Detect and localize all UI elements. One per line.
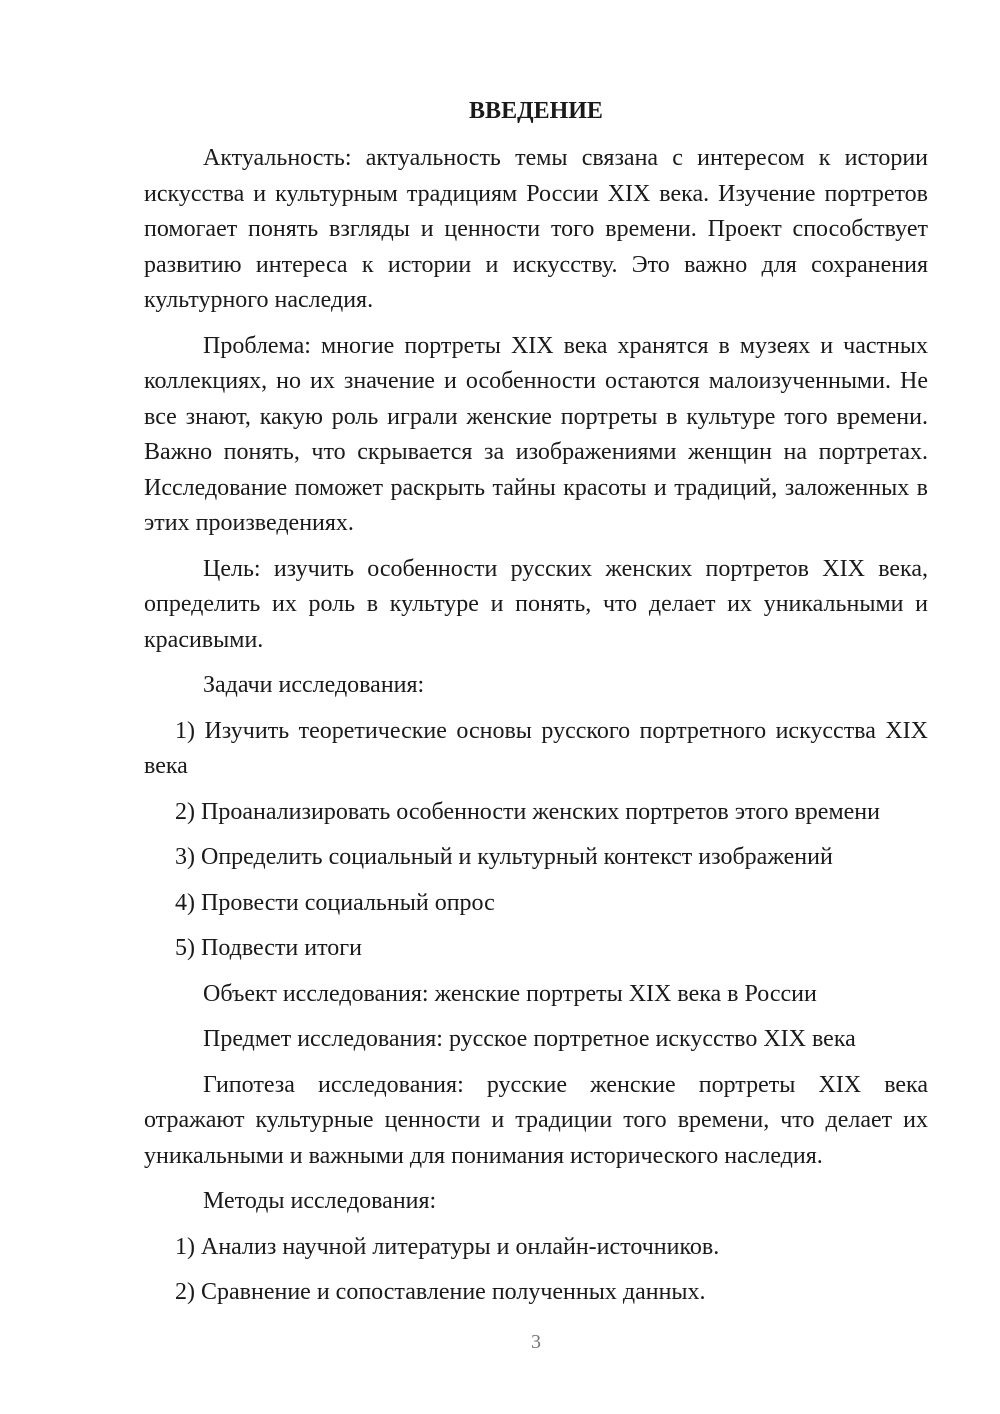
relevance-paragraph: Актуальность: актуальность темы связана с интересом к истории искусства и культурным традициям России XIX века. Изучение портретов помогает понять взгляды и ценности того времени. Проект способствует развитию интереса к истории и искусству. Это важно для сохранения культурного наследия. — [144, 145, 928, 313]
list-item: 1) Изучить теоретические основы русского портретного искусства XIX века — [144, 717, 928, 779]
list-item: 2) Сравнение и сопоставление полученных данных. — [175, 1279, 706, 1305]
subject-paragraph: Предмет исследования: русское портретное искусство XIX века — [203, 1026, 856, 1052]
document-body — [144, 141, 928, 1321]
object-paragraph: Объект исследования: женские портреты XIX века в России — [203, 980, 817, 1007]
page-number: 3 — [531, 1331, 541, 1353]
page-title: ВВЕДЕНИЕ — [469, 98, 603, 124]
list-item: 2) Проанализировать особенности женских портретов этого времени — [175, 798, 880, 825]
methods-heading: Методы исследования: — [203, 1188, 437, 1214]
list-item: 4) Провести социальный опрос — [175, 889, 495, 916]
list-item: 1) Анализ научной литературы и онлайн-источников. — [175, 1233, 720, 1260]
goal-paragraph: Цель: изучить особенности русских женских портретов XIX века, определить их роль в культуре и понять, что делает их уникальными и красивыми. — [144, 555, 928, 653]
list-item: 5) Подвести итоги — [175, 935, 362, 961]
tasks-list — [144, 714, 928, 967]
methods-list — [144, 1230, 928, 1311]
tasks-heading: Задачи исследования: — [203, 672, 425, 698]
hypothesis-paragraph: Гипотеза исследования: русские женские портреты XIX века отражают культурные ценности и традиции того времени, что делает их уникальными и важными для понимания исторического наследия. — [144, 1071, 928, 1169]
problem-paragraph: Проблема: многие портреты XIX века хранятся в музеях и частных коллекциях, но их значение и особенности остаются малоизученными. Не все знают, какую роль играли женские портреты в культуре того времени. Важно понять, что скрывается за изображениями женщин на портретах. Исследование поможет раскрыть тайны красоты и традиций, заложенных в этих произведениях. — [144, 332, 928, 536]
list-item: 3) Определить социальный и культурный контекст изображений — [175, 844, 833, 870]
